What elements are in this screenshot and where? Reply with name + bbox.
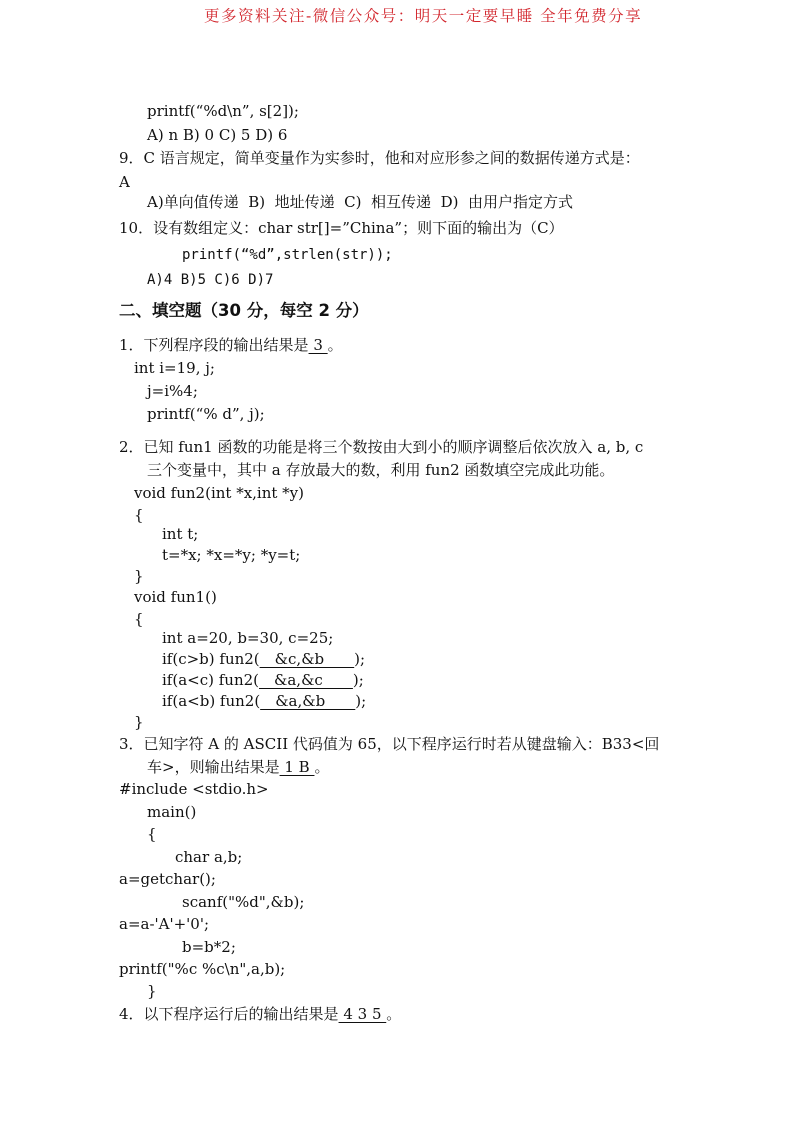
code-text: ); bbox=[352, 671, 364, 689]
question-text: 4．以下程序运行后的输出结果是 bbox=[119, 1005, 339, 1023]
code-line: #include <stdio.h> bbox=[119, 780, 269, 798]
code-line: { bbox=[134, 610, 144, 628]
code-line: a=getchar(); bbox=[119, 870, 216, 888]
code-line: int i=19, j; bbox=[134, 359, 215, 377]
section-heading: 二、填空题（30 分，每空 2 分） bbox=[119, 301, 369, 320]
question-2: 2．已知 fun1 函数的功能是将三个数按由大到小的顺序调整后依次放入 a, b, c bbox=[119, 438, 644, 456]
code-text: if(a<b) fun2( bbox=[162, 692, 261, 710]
punctuation: 。 bbox=[327, 336, 343, 354]
code-line: printf(“%d”,strlen(str)); bbox=[182, 247, 393, 263]
answer-options: A)4 B)5 C)6 D)7 bbox=[147, 272, 274, 288]
code-text: if(a<c) fun2( bbox=[162, 671, 260, 689]
question-9: 9．C 语言规定，简单变量作为实参时，他和对应形参之间的数据传递方式是： bbox=[119, 149, 640, 167]
question-1 bbox=[119, 338, 343, 353]
code-line bbox=[162, 694, 366, 709]
fill-in-answer: __&a,&b____ bbox=[260, 692, 356, 710]
fill-in-answer: 4 3 5 bbox=[338, 1005, 387, 1023]
code-line: int a=20, b=30, c=25; bbox=[162, 629, 334, 647]
fill-in-answer: __&a,&c____ bbox=[259, 671, 353, 689]
code-line: { bbox=[134, 506, 144, 524]
code-line: } bbox=[147, 982, 157, 1000]
question-2-continued: 三个变量中，其中 a 存放最大的数，利用 fun2 函数填空完成此功能。 bbox=[147, 461, 615, 479]
code-text: ); bbox=[354, 650, 366, 668]
code-line: main() bbox=[147, 803, 197, 821]
code-line: printf("%c %c\n",a,b); bbox=[119, 960, 286, 978]
code-line: b=b*2; bbox=[182, 938, 236, 956]
fill-in-answer: 1 B bbox=[279, 758, 315, 776]
code-line: int t; bbox=[162, 525, 199, 543]
code-line: t=*x; *x=*y; *y=t; bbox=[162, 546, 301, 564]
code-line: char a,b; bbox=[175, 848, 243, 866]
code-line: } bbox=[134, 567, 144, 585]
answer-text: A bbox=[119, 173, 130, 191]
code-line: printf(“% d”, j); bbox=[147, 405, 265, 423]
question-text: 1．下列程序段的输出结果是 bbox=[119, 336, 309, 354]
question-10: 10．设有数组定义：char str[]=”China”；则下面的输出为（C） bbox=[119, 219, 564, 237]
punctuation: 。 bbox=[314, 758, 330, 776]
question-3-continued bbox=[147, 760, 329, 775]
code-line: a=a-'A'+'0'; bbox=[119, 915, 210, 933]
code-line: void fun2(int *x,int *y) bbox=[134, 484, 305, 502]
question-text: 车>，则输出结果是 bbox=[147, 758, 280, 776]
header-banner: 更多资料关注-微信公众号：明天一定要早睡 全年免费分享 bbox=[204, 7, 643, 25]
code-line: } bbox=[134, 713, 144, 731]
fill-in-answer: __&c,&b____ bbox=[259, 650, 355, 668]
code-line bbox=[162, 673, 364, 688]
code-line: void fun1() bbox=[134, 588, 217, 606]
code-line: { bbox=[147, 825, 157, 843]
code-line: scanf("%d",&b); bbox=[182, 893, 305, 911]
code-line: printf(“%d\n”, s[2]); bbox=[147, 102, 299, 120]
punctuation: 。 bbox=[386, 1005, 402, 1023]
answer-options: A)单向值传递 B) 地址传递 C) 相互传递 D) 由用户指定方式 bbox=[147, 193, 573, 211]
question-3: 3．已知字符 A 的 ASCII 代码值为 65，以下程序运行时若从键盘输入：B33<回 bbox=[119, 735, 660, 753]
answer-options: A) n B) 0 C) 5 D) 6 bbox=[147, 126, 288, 144]
question-4 bbox=[119, 1007, 401, 1022]
fill-in-answer: 3 bbox=[308, 336, 328, 354]
code-text: ); bbox=[355, 692, 367, 710]
code-line: j=i%4; bbox=[147, 382, 198, 400]
code-text: if(c>b) fun2( bbox=[162, 650, 260, 668]
code-line bbox=[162, 652, 365, 667]
